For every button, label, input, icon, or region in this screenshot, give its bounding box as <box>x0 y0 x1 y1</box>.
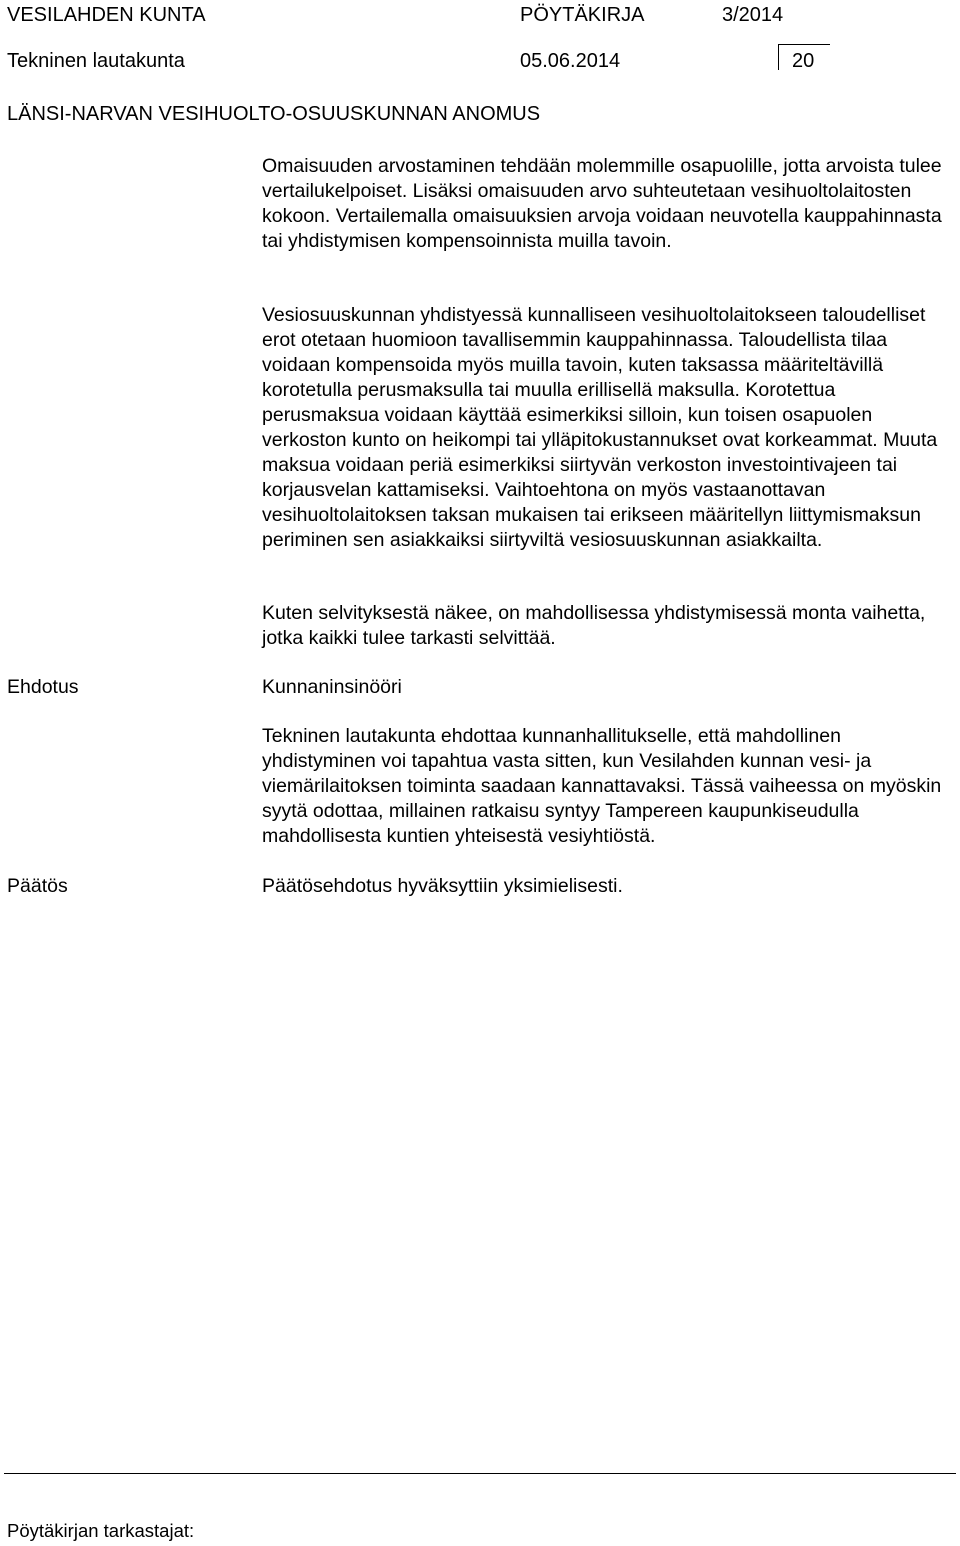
section-box-top-border <box>778 44 830 45</box>
proposal-text: Tekninen lautakunta ehdottaa kunnanhallitukselle, että mahdollinen yhdistyminen voi tapahtua vasta sitten, kun Vesilahden kunnan vesi- ja viemärilaitoksen toiminta saadaan kannattavaksi. Tässä vaiheessa on myöskin syytä odottaa, millainen ratkaisu syntyy Tampereen kaupunkiseudulla mahdollisesta kuntien yhteisestä vesiyhtiöstä. <box>262 725 942 847</box>
body-paragraph-3: Kuten selvityksestä näkee, on mahdollisessa yhdistymisessä monta vaihetta, jotka kaikki tulee tarkasti selvittää. <box>262 602 926 649</box>
body-paragraph-1: Omaisuuden arvostaminen tehdään molemmille osapuolille, jotta arvoista tulee vertailukelpoiset. Lisäksi omaisuuden arvo suhteutetaan vesihuoltolaitosten kokoon. Vertailemalla omaisuuksien arvoja voidaan neuvotella kauppahinnasta tai yhdistymisen kompensoinnista muilla tavoin. <box>262 155 942 252</box>
decision-text: Päätösehdotus hyväksyttiin yksimielisesti. <box>262 875 623 897</box>
committee-name: Tekninen lautakunta <box>7 50 185 72</box>
section-number: 20 <box>792 50 815 72</box>
document-type: PÖYTÄKIRJA <box>520 4 645 26</box>
reviewers-label: Pöytäkirjan tarkastajat: <box>7 1520 195 1541</box>
section-box-left-border <box>778 44 779 70</box>
municipality-name: VESILAHDEN KUNTA <box>7 4 206 26</box>
document-number: 3/2014 <box>722 4 784 26</box>
subject-title: LÄNSI-NARVAN VESIHUOLTO-OSUUSKUNNAN ANOMUS <box>7 103 541 125</box>
proposal-label: Ehdotus <box>7 676 79 698</box>
proposer: Kunnaninsinööri <box>262 676 402 698</box>
body-paragraph-2: Vesiosuuskunnan yhdistyessä kunnalliseen vesihuoltolaitokseen taloudelliset erot otetaan huomioon tavallisemmin kauppahinnassa. Taloudellista tilaa voidaan kompensoida myös muilla tavoin, kuten taksassa määriteltävillä korotetulla perusmaksulla tai muulla erillisellä maksulla. Korotettua perusmaksua voidaan käyttää esimerkiksi silloin, kun toisen osapuolen verkoston kunto on heikompi tai ylläpitokustannukset ovat korkeammat. Muuta maksua voidaan periä esimerkiksi siirtyvän verkoston investointivajeen tai korjausvelan kattamiseksi. Vaihtoehtona on myös vastaanottavan vesihuoltolaitoksen taksan mukaisen tai erikseen määritellyn liittymismaksun periminen sen asiakkaiksi siirtyviltä vesiosuuskunnan asiakkailta. <box>262 304 938 551</box>
decision-label: Päätös <box>7 875 68 897</box>
meeting-date: 05.06.2014 <box>520 50 621 72</box>
footer-rule <box>4 1473 956 1474</box>
